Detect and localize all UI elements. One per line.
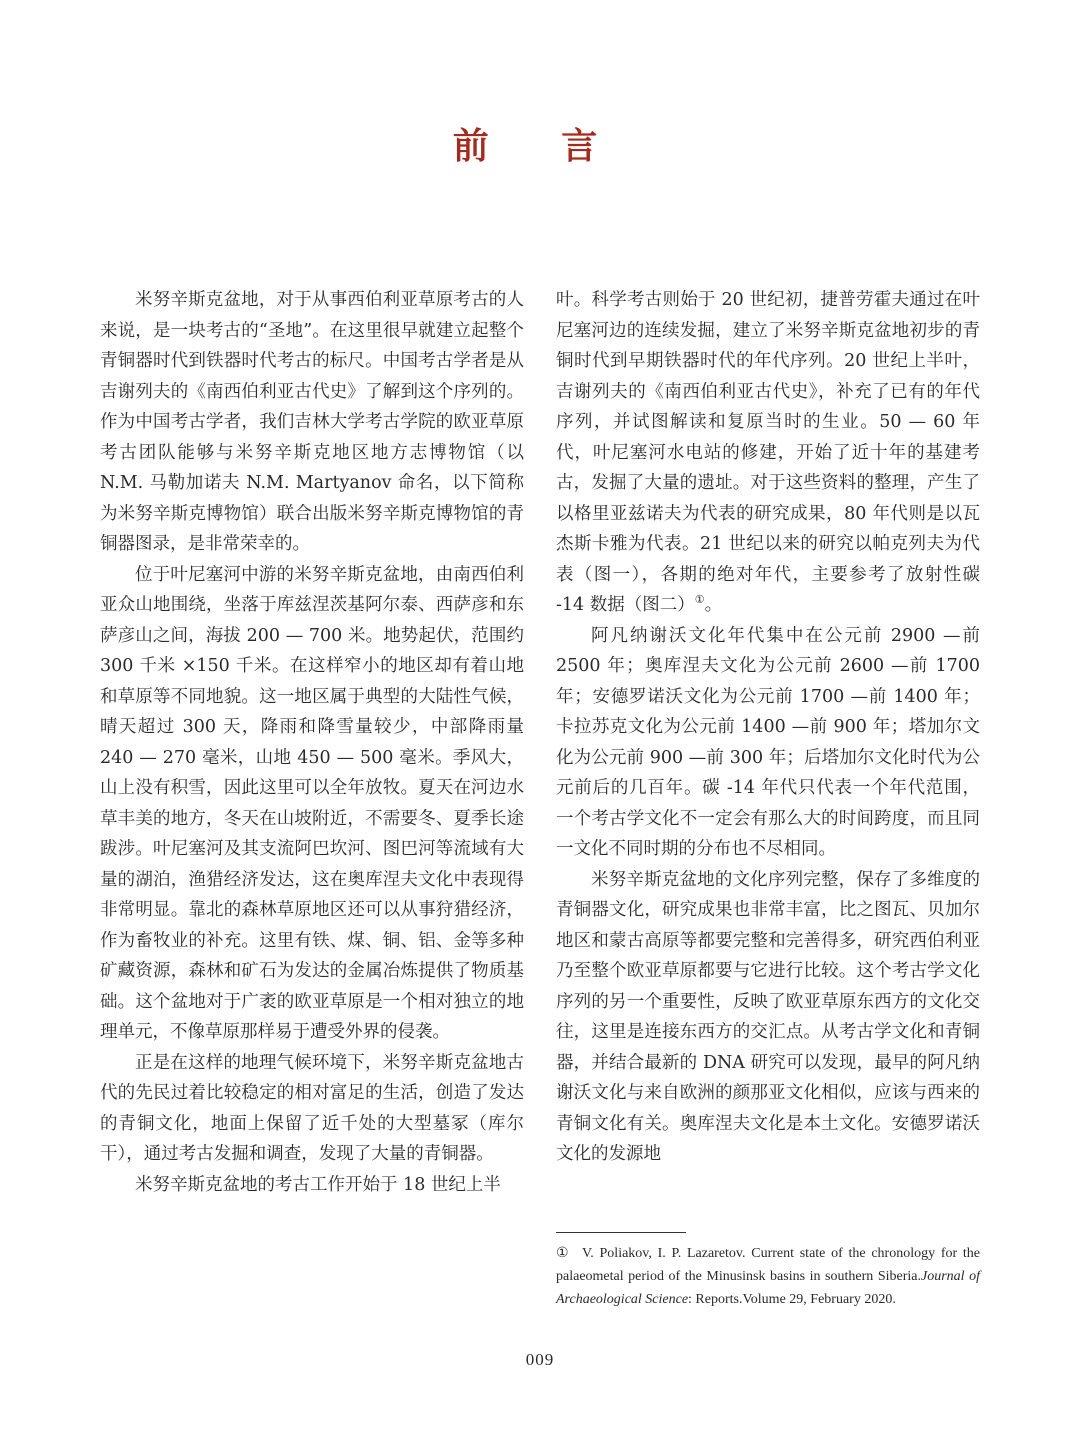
- footnote-authors: V. Poliakov, I. P. Lazaretov. Current state of the chronology for the palaeometal period of the Minusinsk basins in southern Siberia.: [556, 1246, 980, 1284]
- footnote-reference[interactable]: ①: [694, 593, 705, 607]
- paragraph: 正是在这样的地理气候环境下，米努辛斯克盆地古代的先民过着比较稳定的相对富足的生活，创造了发达的青铜文化，地面上保留了近千处的大型墓冢（库尔干），通过考古发掘和调查，发现了大量的青铜器。: [100, 1052, 524, 1164]
- paragraph: 米努辛斯克盆地的考古工作开始于 18 世纪上半: [135, 1174, 501, 1195]
- paragraph: 米努辛斯克盆地的文化序列完整，保存了多维度的青铜器文化，研究成果也非常丰富，比之图瓦、贝加尔地区和蒙古高原等都要完整和完善得多，研究西伯利亚乃至整个欧亚草原都要与它进行比较。这个考古学文化序列的另一个重要性，反映了欧亚草原东西方的文化交往，这里是连接东西方的交汇点。从考古学文化和青铜器，并结合最新的 DNA 研究可以发现，最早的阿凡纳谢沃文化与来自欧洲的颜那亚文化相似，应该与西来的青铜文化有关。奥库涅夫文化是本土文化。安德罗诺沃文化的发源地: [556, 869, 980, 1164]
- paragraph-text: 叶。科学考古则始于 20 世纪初，捷普劳霍夫通过在叶尼塞河边的连续发掘，建立了米努辛斯克盆地初步的青铜时代到早期铁器时代的年代序列。20 世纪上半叶，吉谢列夫的《南西伯利亚古代史》，补充了已有的年代序列，并试图解读和复原当时的生业。50 — 60 年代，叶尼塞河水电站的修建，开始了近十年的基建考古，发掘了大量的遗址。对于这些资料的整理，产生了以格里亚兹诺夫为代表的研究成果，80 年代则是以瓦杰斯卡雅为代表。21 世纪以来的研究以帕克列夫为代表（图一），各期的绝对年代，主要参考了放射性碳 -14 数据（图二）: [556, 290, 980, 615]
- left-column: [100, 285, 524, 1200]
- right-column: [556, 285, 980, 1170]
- paragraph: 米努辛斯克盆地，对于从事西伯利亚草原考古的人来说，是一块考古的“圣地”。在这里很早就建立起整个青铜器时代到铁器时代考古的标尺。中国考古学者是从吉谢列夫的《南西伯利亚古代史》了解到这个序列的。作为中国考古学者，我们吉林大学考古学院的欧亚草原考古团队能够与米努辛斯克地区地方志博物馆（以 N.M. 马勒加诺夫 N.M. Martyanov 命名，以下简称为米努辛斯克博物馆）联合出版米努辛斯克博物馆的青铜器图录，是非常荣幸的。: [100, 290, 524, 554]
- footnote-rest: : Reports.Volume 29, February 2020.: [688, 1292, 896, 1307]
- footnote: [556, 1242, 980, 1311]
- footnote-marker: ①: [556, 1246, 571, 1261]
- paragraph: 叶。科学考古则始于 20 世纪初，捷普劳霍夫通过在叶尼塞河边的连续发掘，建立了米努辛斯克盆地初步的青铜时代到早期铁器时代的年代序列。20 世纪上半叶，吉谢列夫的《南西伯利亚古代史》，补充了已有的年代序列，并试图解读和复原当时的生业。50 — 60 年代，叶尼塞河水电站的修建，开始了近十年的基建考古，发掘了大量的遗址。对于这些资料的整理，产生了以格里亚兹诺夫为代表的研究成果，80 年代则是以瓦杰斯卡雅为代表。21 世纪以来的研究以帕克列夫为代表（图一），各期的绝对年代，主要参考了放射性碳 -14 数据（图二）①。: [556, 290, 980, 615]
- page-number: 009: [525, 1350, 555, 1369]
- paragraph: 位于叶尼塞河中游的米努辛斯克盆地，由南西伯利亚众山地围绕，坐落于库兹涅茨基阿尔泰、西萨彦和东萨彦山之间，海拔 200 — 700 米。地势起伏，范围约 300 千米 ×150 千米。在这样窄小的地区却有着山地和草原等不同地貌。这一地区属于典型的大陆性气候，晴天超过 300 天，降雨和降雪量较少，中部降雨量 240 — 270 毫米，山地 450 — 500 毫米。季风大，山上没有积雪，因此这里可以全年放牧。夏天在河边水草丰美的地方，冬天在山坡附近，不需要冬、夏季长途跋涉。叶尼塞河及其支流阿巴坎河、图巴河等流域有大量的湖泊，渔猎经济发达，这在奥库涅夫文化中表现得非常明显。靠北的森林草原地区还可以从事狩猎经济，作为畜牧业的补充。这里有铁、煤、铜、铝、金等多种矿藏资源，森林和矿石为发达的金属冶炼提供了物质基础。这个盆地对于广袤的欧亚草原是一个相对独立的地理单元，不像草原那样易于遭受外界的侵袭。: [100, 564, 524, 1042]
- footnote-journal: Journal of Archaeological Science: [556, 1269, 980, 1307]
- paragraph: 阿凡纳谢沃文化年代集中在公元前 2900 —前 2500 年；奥库涅夫文化为公元前 2600 —前 1700 年；安德罗诺沃文化为公元前 1700 —前 1400 年；卡拉苏克文化为公元前 1400 —前 900 年；塔加尔文化为公元前 900 —前 300 年；后塔加尔文化时代为公元前后的几百年。碳 -14 年代只代表一个年代范围，一个考古学文化不一定会有那么大的时间跨度，而且同一文化不同时期的分布也不尽相同。: [556, 625, 980, 859]
- page-title: 前 言: [452, 125, 628, 167]
- footnote-divider: [556, 1232, 686, 1233]
